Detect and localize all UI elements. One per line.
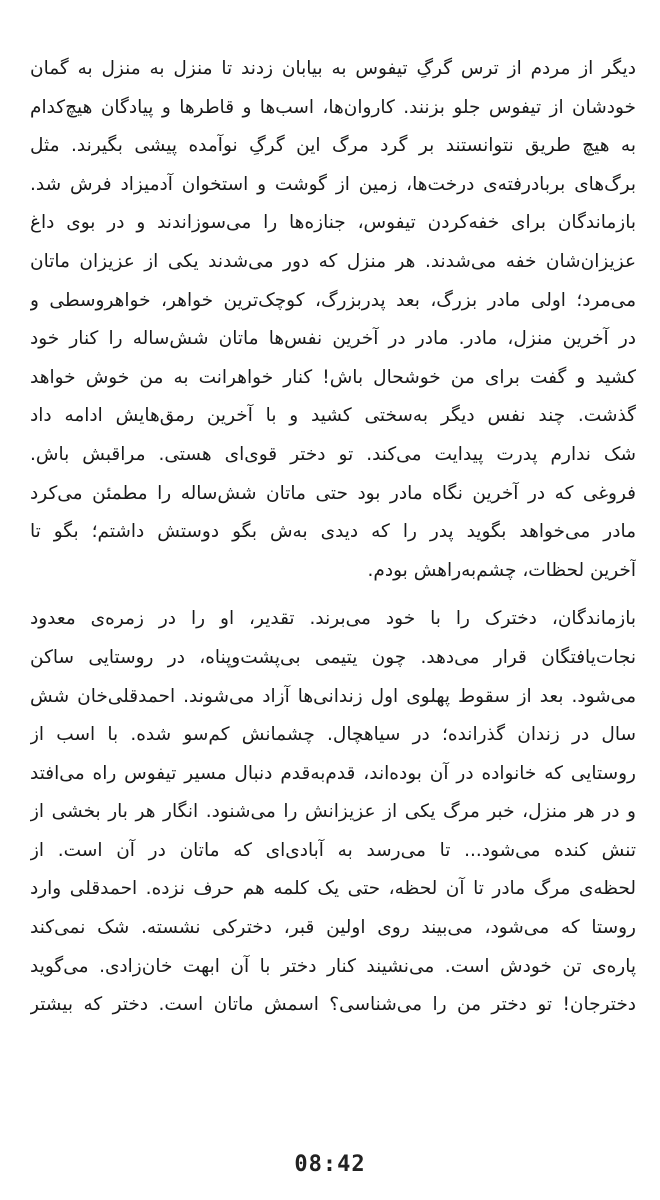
text-line: برگ‌های بربادرفته‌ی درخت‌ها، زمین از گوشت و استخوان آدمیزاد فرش شد. [30,173,636,195]
text-line: شک ندارم پدرت پیدایت می‌کند. تو دختر قوی‌ای هستی. مراقبش باش. [30,443,636,465]
text-line: پاره‌ی تن خودش است. می‌نشیند کنار دختر با آن ابهت خان‌زادی. می‌گوید [30,955,636,977]
text-line: و در هر منزل، خبر مرگ یکی از عزیزانش را می‌شنود. انگار هر بار بخشی از [30,801,636,823]
text-line: لحظه‌ی مرگ مادر تا آن لحظه، حتی یک کلمه هم حرف نزده. احمدقلی وارد [30,878,636,900]
text-line: نجات‌یافتگان قرار می‌دهد. چون یتیمی بی‌پشت‌وپناه، در روستایی ساکن [30,646,636,668]
paragraph-end-line: آخرین لحظات، چشم‌به‌راهش بودم. [367,559,636,581]
text-line: تنش کنده می‌شود... تا می‌رسد به آبادی‌ای که ماتان در آن است. از [30,839,636,861]
clock-time: 08:42 [294,1152,366,1177]
text-line: روستا که می‌شود، می‌بیند روی اولین قبر، دخترکی نشسته. شک نمی‌کند [30,917,636,939]
body-text [30,50,636,1025]
text-line: بازماندگان، دخترک را با خود می‌برند. تقدیر، او را در زمره‌ی معدود [30,608,636,630]
text-line: دیگر از مردم از ترس گرگِ تیفوس به بیابان زدند تا منزل به منزل به گمان [30,58,636,79]
text-line: بازماندگان برای خفه‌کردن تیفوس، جنازه‌ها را می‌سوزاندند و در بوی داغ [30,212,636,234]
text-line: می‌مرد؛ اولی مادر بزرگ، بعد پدربزرگ، کوچک‌ترین خواهر، خواهروسطی و [30,289,636,311]
text-line: روستایی که خانواده در آن بوده‌اند، قدم‌به‌قدم دنبال مسیر تیفوس راه می‌افتد [30,762,636,784]
text-line: دخترجان! تو دختر من را می‌شناسی؟ اسمش ماتان است. دختر که بیشتر [30,994,636,1016]
text-line: سال در زندان گذرانده؛ در سیاهچال. چشمانش کم‌سو شده. با اسب از [30,724,636,746]
text-line: می‌شود. بعد از سقوط پهلوی اول زندانی‌ها آزاد می‌شوند. احمدقلی‌خان شش [30,685,636,707]
text-line: فروغی که در آخرین نگاه مادر بود حتی ماتان شش‌ساله را مطمئن می‌کرد [30,482,636,504]
text-line: عزیزان‌شان خفه می‌شدند. هر منزل که دور می‌شدند یکی از عزیزان ماتان [30,250,636,272]
text-line: به هیچ طریق نتوانستند بر گرد مرگ این گرگِ نوآمده پیشی بگیرند. مثل [30,135,636,157]
text-line: مادر می‌خواهد بگوید پدر را که دیدی به‌ش بگو دوستش داشتم؛ بگو تا [30,521,636,543]
text-line: گذشت. چند نفس دیگر به‌سختی کشید و با آخرین رمق‌هایش ادامه داد [30,405,636,427]
text-line: خودشان از تیفوس جلو بزنند. کاروان‌ها، اسب‌ها و قاطرها و پیادگان هیچ‌کدام [30,96,636,118]
paragraph-gap [30,590,636,600]
text-line: در آخرین منزل، مادر. مادر در آخرین نفس‌ها ماتان شش‌ساله را کنار خود [30,328,636,350]
text-line: کشید و گفت برای من خوشحال باش! کنار خواهرانت به من خوش خواهد [30,366,636,388]
